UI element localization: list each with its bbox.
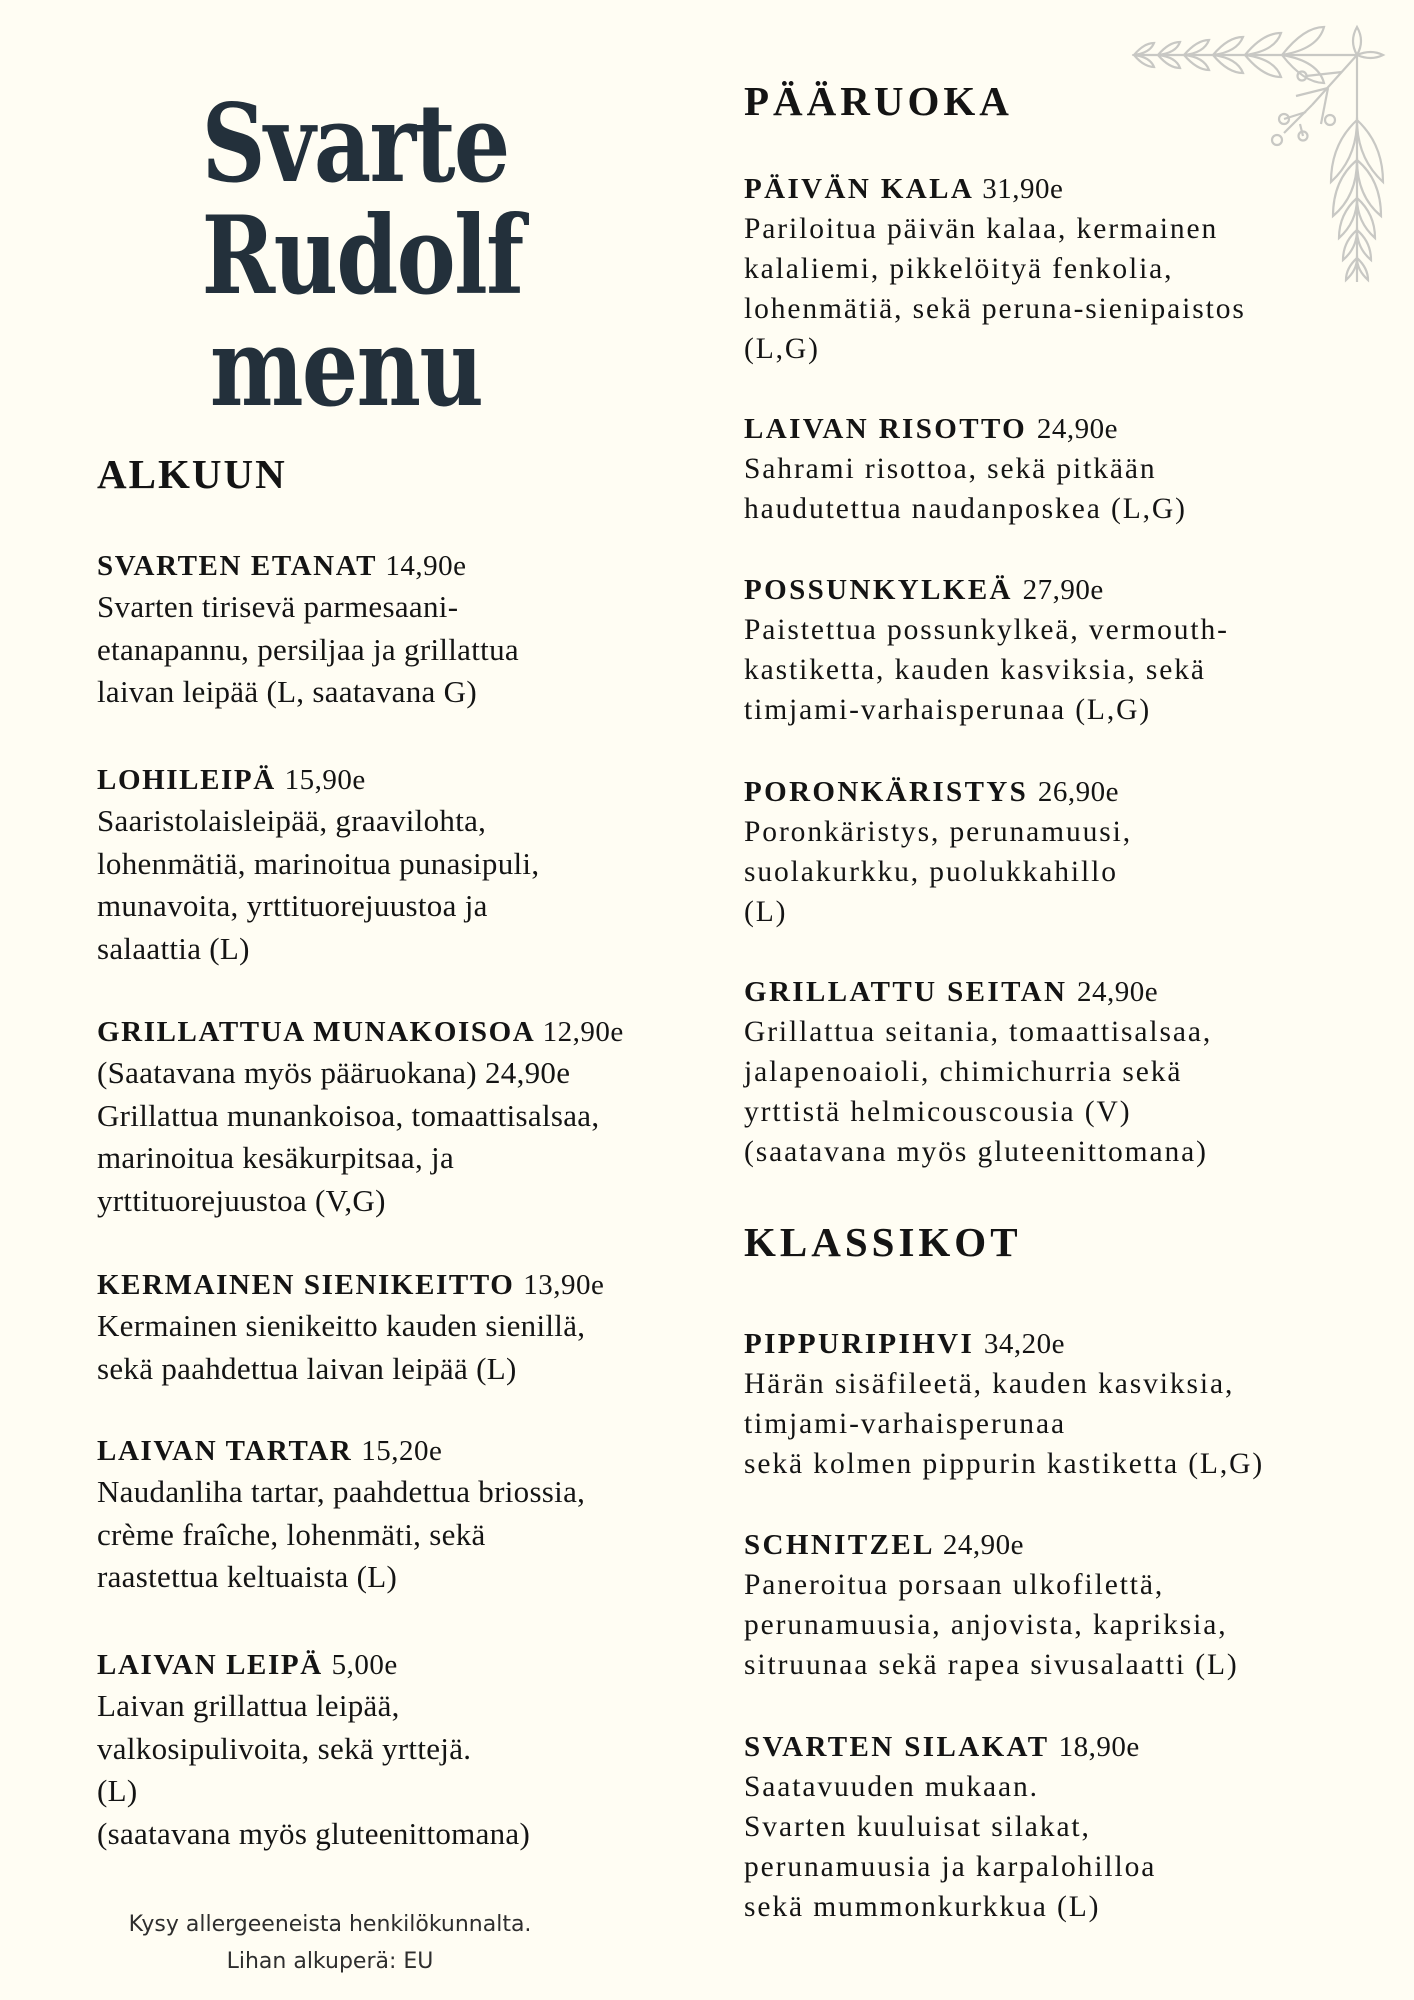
description-line: Grillattua munankoisoa, tomaattisalsaa, [97,1097,600,1133]
item-name: LAIVAN LEIPÄ [97,1649,323,1681]
description-line: sekä paahdettua laivan leipää (L) [97,1350,517,1386]
item-name: LAIVAN TARTAR [97,1435,353,1467]
description-line: yrttistä helmicouscousia (V) [744,1096,1132,1128]
description-line: Pariloitua päivän kalaa, kermainen [744,213,1219,245]
description-line: suolakurkku, puolukkahillo [744,856,1118,888]
item-price: 24,90e [1077,976,1159,1008]
description-line: (L) [97,1773,138,1808]
description-line: Paneroitua porsaan ulkofilettä, [744,1569,1165,1601]
item-name: SVARTEN SILAKAT [744,1731,1049,1763]
item-header [97,1431,697,1471]
description-line: timjami-varhaisperunaa [744,1408,1066,1440]
item-description [744,1767,1344,1927]
item-price: 5,00e [331,1649,398,1681]
description-line: valkosipulivoita, sekä yrttejä. [97,1730,472,1766]
allergen-notice [100,1906,560,1980]
item-price: 31,90e [982,173,1064,205]
description-line: sekä kolmen pippurin kastiketta (L,G) [744,1448,1265,1480]
item-name: KERMAINEN SIENIKEITTO [97,1269,515,1301]
footer-line: Kysy allergeeneista henkilökunnalta. [128,1912,532,1937]
menu-item [744,1525,1344,1685]
section-title-alkuun: ALKUUN [97,451,287,497]
item-description [744,812,1344,932]
description-line: crème fraîche, lohenmäti, sekä [97,1516,486,1552]
description-line: jalapenoaioli, chimichurria sekä [744,1056,1183,1088]
menu-item [744,972,1344,1172]
item-name: SCHNITZEL [744,1529,934,1561]
menu-item [97,1431,697,1599]
description-line: Sahrami risottoa, sekä pitkään [744,453,1157,485]
item-price: 34,20e [983,1328,1065,1360]
item-description [744,1565,1344,1685]
item-name: POSSUNKYLKEÄ [744,574,1013,606]
item-name: SVARTEN ETANAT [97,550,377,582]
item-description [744,209,1344,369]
description-line: Paistettua possunkylkeä, vermouth- [744,614,1229,646]
description-line: raastettua keltuaista (L) [97,1559,398,1594]
item-header [744,169,1344,209]
item-description [97,1685,697,1855]
item-description [97,800,697,970]
description-line: (saatavana myös gluteenittomana) [744,1136,1208,1168]
item-header [744,570,1344,610]
description-line: lohenmätiä, sekä peruna-sienipaistos [744,293,1246,325]
item-name: PIPPURIPIHVI [744,1328,975,1360]
item-header [97,1012,697,1052]
description-line: Laivan grillattua leipää, [97,1688,400,1723]
description-line: lohenmätiä, marinoitua punasipuli, [97,845,540,881]
item-price: 15,20e [361,1435,443,1467]
menu-item [97,1012,697,1222]
item-price: 14,90e [385,550,467,582]
item-description [744,610,1344,730]
item-header [744,772,1344,812]
description-line: haudutettua naudanposkea (L,G) [744,493,1187,525]
item-header [97,760,697,800]
description-line: sekä mummonkurkkua (L) [744,1891,1101,1923]
menu-item [744,1324,1344,1484]
item-header [744,1727,1344,1767]
item-header [744,972,1344,1012]
description-line: sitruunaa sekä rapea sivusalaatti (L) [744,1649,1239,1681]
item-description [97,1052,697,1222]
item-name: PÄIVÄN KALA [744,173,973,205]
item-header [97,546,697,586]
description-line: laivan leipää (L, saatavana G) [97,674,477,709]
item-price: 13,90e [523,1269,605,1301]
description-line: (L,G) [744,333,820,365]
description-line: Saatavuuden mukaan. [744,1771,1039,1803]
menu-item [744,409,1344,529]
item-price: 24,90e [1036,413,1118,445]
menu-item [97,1645,697,1855]
item-description [744,1012,1344,1172]
title-line: Svarte [201,81,509,207]
description-line: Svarten tirisevä parmesaani- [97,589,459,624]
description-line: Kermainen sienikeitto kauden sienillä, [97,1308,586,1343]
item-price: 27,90e [1022,574,1104,606]
description-line: (saatavana myös gluteenittomana) [97,1815,531,1851]
footer-line: Lihan alkuperä: EU [226,1949,434,1974]
description-line: Svarten kuuluisat silakat, [744,1811,1091,1843]
description-line: Härän sisäfileetä, kauden kasviksia, [744,1368,1235,1400]
menu-item [744,169,1344,369]
description-line: Poronkäristys, perunamuusi, [744,816,1133,848]
item-description [744,449,1344,529]
item-price: 18,90e [1058,1731,1140,1763]
description-line: (Saatavana myös pääruokana) 24,90e [97,1055,571,1090]
item-description [97,1305,697,1390]
item-price: 26,90e [1037,776,1119,808]
menu-item [744,1727,1344,1927]
description-line: munavoita, yrttituorejuustoa ja [97,888,488,923]
description-line: Naudanliha tartar, paahdettua briossia, [97,1474,586,1509]
item-description [97,1471,697,1599]
description-line: kalaliemi, pikkelöityä fenkolia, [744,253,1174,285]
item-header [97,1265,697,1305]
item-name: GRILLATTU SEITAN [744,976,1068,1008]
description-line: perunamuusia ja karpalohilloa [744,1851,1157,1883]
menu-item [97,760,697,970]
description-line: Saaristolaisleipää, graavilohta, [97,803,487,838]
menu-item [97,1265,697,1390]
description-line: marinoitua kesäkurpitsaa, ja [97,1140,455,1175]
menu-item [744,772,1344,932]
menu-item [97,546,697,714]
item-name: LAIVAN RISOTTO [744,413,1028,445]
item-header [744,1525,1344,1565]
description-line: etanapannu, persiljaa ja grillattua [97,631,519,667]
item-description [744,1364,1344,1484]
title-line: menu [209,305,483,431]
description-line: perunamuusia, anjovista, kapriksia, [744,1609,1228,1641]
description-line: salaattia (L) [97,930,250,966]
description-line: kastiketta, kauden kasviksia, sekä [744,654,1206,686]
description-line: (L) [744,896,788,928]
item-header [97,1645,697,1685]
item-price: 15,90e [284,764,366,796]
item-name: LOHILEIPÄ [97,764,276,796]
item-name: GRILLATTUA MUNAKOISOA [97,1016,534,1048]
item-description [97,586,697,714]
item-header [744,1324,1344,1364]
title-line: Rudolf [201,193,523,319]
item-header [744,409,1344,449]
item-price: 24,90e [942,1529,1025,1561]
section-title-paaruoka: PÄÄRUOKA [744,78,1013,124]
restaurant-title [201,81,523,431]
description-line: timjami-varhaisperunaa (L,G) [744,694,1152,726]
menu-item [744,570,1344,730]
item-name: PORONKÄRISTYS [744,776,1029,808]
item-price: 12,90e [542,1016,624,1048]
description-line: Grillattua seitania, tomaattisalsaa, [744,1016,1213,1048]
description-line: yrttituorejuustoa (V,G) [97,1182,386,1218]
section-title-klassikot: KLASSIKOT [744,1219,1022,1265]
